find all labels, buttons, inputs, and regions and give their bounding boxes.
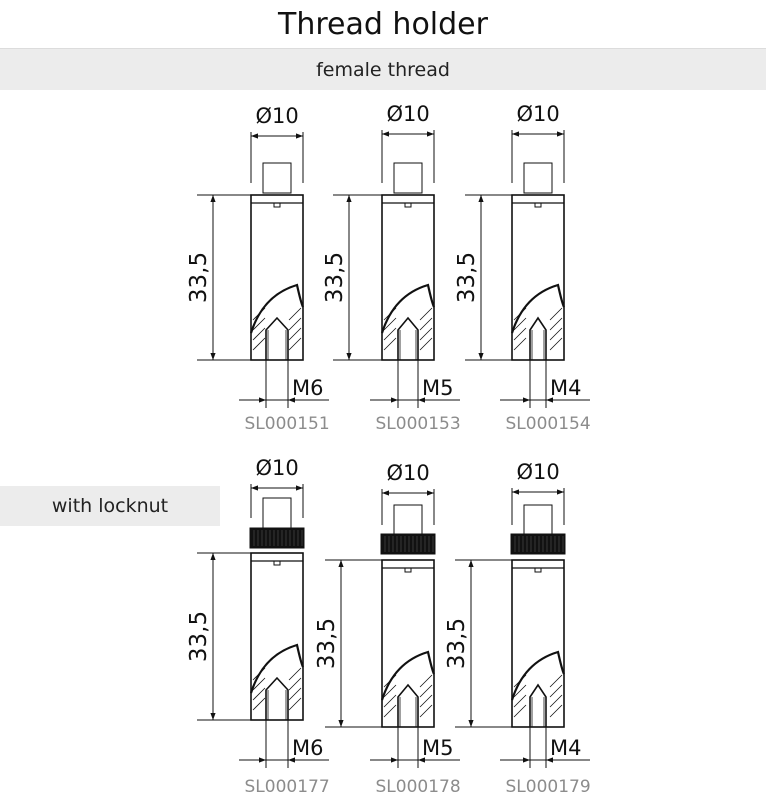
hatch-line [289,318,301,330]
hatch-line [550,308,562,320]
len-arrow [210,713,215,720]
article-code: SL000177 [244,777,330,797]
groove [274,203,280,207]
hatch-line [514,675,526,687]
hatch-line [289,688,301,700]
hatch-line [253,698,265,710]
thread-holder-4 [197,484,329,768]
hatch-line [253,688,265,700]
thread-size-label: M5 [422,376,454,400]
hatch-line [550,328,562,340]
dia-arrow [427,490,434,495]
break-line [251,285,303,333]
pin [394,163,422,193]
hatch-line [253,338,265,350]
hatch-line [289,698,301,710]
article-code: SL000179 [505,777,591,797]
break-line [512,652,564,700]
dia-arrow [427,131,434,136]
hatch-line [253,308,265,320]
hatch-line [420,328,432,340]
thread-size-label: M6 [292,376,324,400]
pin [524,163,552,193]
thread-bore [398,685,418,727]
dia-arrow [557,489,564,494]
hatch-line [550,705,562,717]
len-arrow [468,720,473,727]
dia-arrow [512,131,519,136]
hatch-line [514,695,526,707]
locknut-section-text: with locknut [51,495,169,517]
hatch-line [420,318,432,330]
holder-body [251,195,303,360]
hatch-line [384,705,396,717]
hatch-line [289,328,301,340]
hatch-line [550,675,562,687]
thread-size-label: M4 [550,736,582,760]
thr-arrow [391,397,398,402]
pin [263,163,291,193]
holder-body [382,560,434,727]
diameter-label: Ø10 [386,461,430,485]
length-label: 33,5 [313,617,340,670]
hatch-line [420,705,432,717]
len-arrow [468,560,473,567]
groove [405,203,411,207]
len-arrow [210,553,215,560]
break-line [382,285,434,333]
dia-arrow [382,490,389,495]
diameter-label: Ø10 [516,460,560,484]
length-label: 33,5 [321,251,348,304]
break-line [382,652,434,700]
pin [524,505,552,535]
hatch-line [420,685,432,697]
diameter-label: Ø10 [516,102,560,126]
len-arrow [346,353,351,360]
dia-arrow [296,133,303,138]
thread-holder-6 [455,488,590,768]
len-arrow [346,195,351,202]
hatch-line [289,668,301,680]
diameter-label: Ø10 [386,102,430,126]
thr-arrow [391,757,398,762]
diameter-label: Ø10 [255,104,299,128]
hatch-line [384,328,396,340]
hatch-line [253,668,265,680]
thread-holder-2 [333,130,460,408]
hatch-line [550,318,562,330]
hatch-line [420,308,432,320]
hatch-line [550,338,562,350]
dia-arrow [251,133,258,138]
len-arrow [210,353,215,360]
hatch-line [289,678,301,690]
holder-body [251,553,303,720]
hatch-line [289,338,301,350]
pin [394,505,422,535]
break-line [512,285,564,333]
dia-arrow [296,485,303,490]
thread-size-label: M5 [422,736,454,760]
hatch-line [420,338,432,350]
len-arrow [338,720,343,727]
hatch-line [289,308,301,320]
length-label: 33,5 [185,610,212,663]
len-arrow [478,353,483,360]
hatch-line [514,328,526,340]
dia-arrow [251,485,258,490]
hatch-line [384,338,396,350]
article-code: SL000154 [505,414,591,434]
hatch-line [384,695,396,707]
article-code: SL000153 [375,414,461,434]
thread-holder-5 [325,489,460,768]
len-arrow [338,560,343,567]
thr-arrow [523,757,530,762]
hatch-line [550,685,562,697]
thread-size-label: M4 [550,376,582,400]
break-line [251,645,303,693]
thread-size-label: M6 [292,736,324,760]
len-arrow [478,195,483,202]
hatch-line [514,338,526,350]
holder-body [382,195,434,360]
hatch-line [514,705,526,717]
hatch-line [514,308,526,320]
thr-arrow [259,397,266,402]
article-code: SL000151 [244,414,330,434]
dia-arrow [557,131,564,136]
hatch-line [420,675,432,687]
holder-body [512,195,564,360]
len-arrow [210,195,215,202]
thread-bore [398,318,418,360]
diameter-label: Ø10 [255,456,299,480]
length-label: 33,5 [453,251,480,304]
thread-bore [266,678,288,720]
hatch-line [420,695,432,707]
length-label: 33,5 [443,617,470,670]
hatch-line [253,328,265,340]
page-title: Thread holder [278,6,488,42]
thread-bore [266,318,288,360]
hatch-line [384,675,396,687]
dia-arrow [382,131,389,136]
thr-arrow [523,397,530,402]
page-subtitle: female thread [316,58,450,81]
thread-holder-3 [465,130,590,408]
groove [535,203,541,207]
dia-arrow [512,489,519,494]
thread-holder-1 [197,132,329,408]
length-label: 33,5 [185,251,212,304]
hatch-line [384,308,396,320]
article-code: SL000178 [375,777,461,797]
holder-body [512,560,564,727]
pin [263,498,291,528]
hatch-line [550,695,562,707]
thr-arrow [259,757,266,762]
